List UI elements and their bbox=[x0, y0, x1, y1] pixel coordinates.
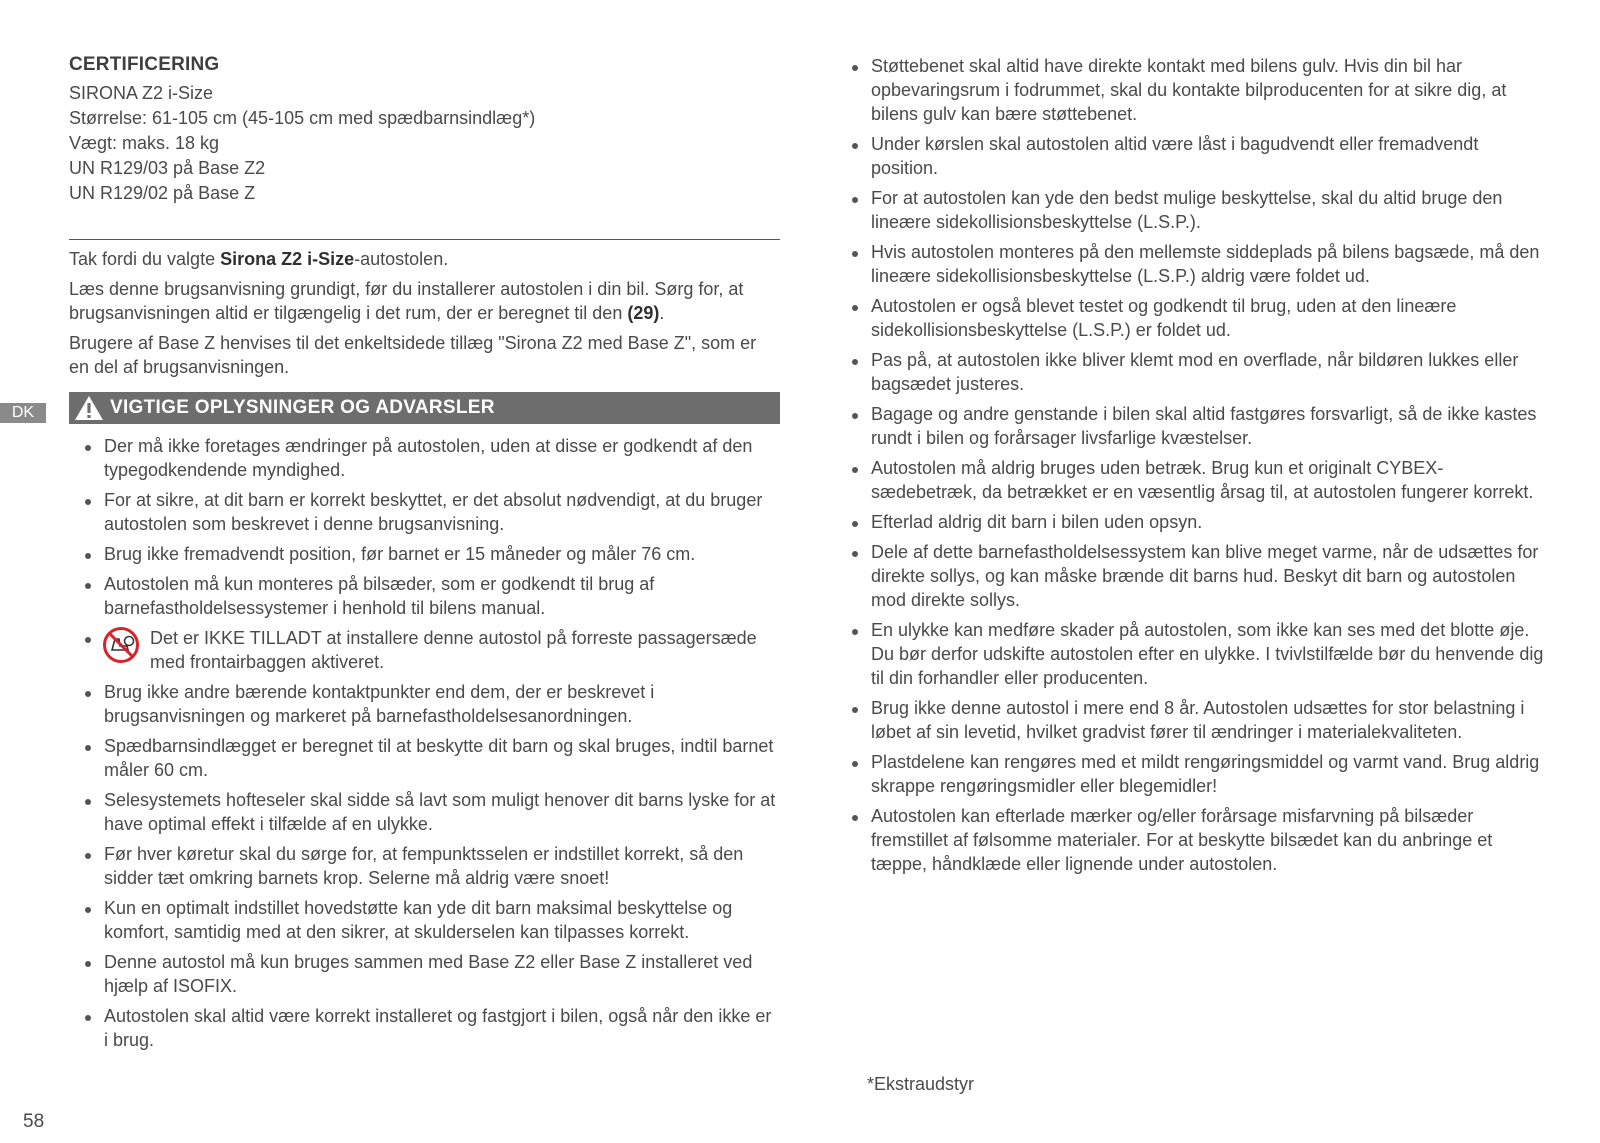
read-end: . bbox=[659, 303, 665, 323]
warnings-heading-bar bbox=[69, 392, 780, 424]
list-item bbox=[847, 240, 1547, 288]
bullet bbox=[852, 305, 858, 311]
item-text: Bagage og andre genstande i bilen skal altid fastgøres forsvarligt, så de ikke kastes rundt i bilen og forårsager livsfarlige kvæstelser. bbox=[871, 404, 1537, 448]
bullet bbox=[852, 359, 858, 365]
item-text: Brug ikke denne autostol i mere end 8 år. Autostolen udsættes for stor belastning i løbet af sin levetid, hvilket gradvist fører til ændringer i materialekvaliteten. bbox=[871, 698, 1525, 742]
bullet bbox=[852, 197, 858, 203]
item-text: Brug ikke fremadvendt position, før barnet er 15 måneder og måler 76 cm. bbox=[104, 544, 696, 564]
list-item bbox=[69, 434, 780, 482]
left-column bbox=[69, 50, 780, 1058]
list-item bbox=[69, 680, 780, 728]
list-item bbox=[69, 734, 780, 782]
item-text: Autostolen må kun monteres på bilsæder, som er godkendt til brug af barnefastholdelsessystemer i henhold til bilens manual. bbox=[104, 574, 655, 618]
bullet bbox=[85, 445, 91, 451]
cert-norm-base-z: UN R129/02 på Base Z bbox=[69, 183, 256, 203]
item-text: Det er IKKE TILLADT at installere denne autostol på forreste passagersæde med frontairbaggen aktiveret. bbox=[150, 628, 757, 672]
item-text: Brug ikke andre bærende kontaktpunkter end dem, der er beskrevet i brugsanvisningen og markeret på barnefastholdelsesanordningen. bbox=[104, 682, 655, 726]
bullet bbox=[85, 853, 91, 859]
cert-model: SIRONA Z2 i-Size bbox=[69, 83, 214, 103]
bullet bbox=[852, 707, 858, 713]
list-item bbox=[847, 54, 1547, 126]
item-text: Under kørslen skal autostolen altid være låst i bagudvendt eller fremadvendt position. bbox=[871, 134, 1479, 178]
item-text: For at autostolen kan yde den bedst mulige beskyttelse, skal du altid bruge den lineære sidekollisionsbeskyttelse (L.S.P.). bbox=[871, 188, 1503, 232]
list-item bbox=[69, 842, 780, 890]
bullet bbox=[852, 251, 858, 257]
warnings-list-right bbox=[847, 54, 1547, 876]
intro-base-note: Brugere af Base Z henvises til det enkeltsidede tillæg "Sirona Z2 med Base Z", som er en del af brugsanvisningen. bbox=[69, 333, 757, 377]
item-text: Kun en optimalt indstillet hovedstøtte kan yde dit barn maksimal beskyttelse og komfort, samtidig med at den sikrer, at skulderselen kan tilpasses korrekt. bbox=[104, 898, 733, 942]
list-item bbox=[69, 788, 780, 836]
page-number: 58 bbox=[23, 1111, 45, 1132]
item-text: Plastdelene kan rengøres med et mildt rengøringsmiddel og varmt vand. Brug aldrig skrappe rengøringsmidler eller blegemidler! bbox=[871, 752, 1540, 796]
list-item bbox=[847, 750, 1547, 798]
list-item bbox=[847, 456, 1547, 504]
bullet bbox=[85, 799, 91, 805]
list-item bbox=[69, 1004, 780, 1052]
read-text: Læs denne brugsanvisning grundigt, før du installerer autostolen i din bil. Sørg for, at brugsanvisningen altid er tilgængelig i det rum, der er beregnet til den bbox=[69, 279, 744, 323]
bullet bbox=[852, 65, 858, 71]
list-item bbox=[847, 804, 1547, 876]
list-item bbox=[847, 696, 1547, 744]
intro-read-manual bbox=[69, 277, 780, 325]
bullet bbox=[85, 961, 91, 967]
bullet bbox=[85, 691, 91, 697]
list-item bbox=[69, 572, 780, 620]
list-item bbox=[847, 348, 1547, 396]
list-item bbox=[69, 488, 780, 536]
item-text: En ulykke kan medføre skader på autostolen, som ikke kan ses med det blotte øje. Du bør derfor udskifte autostolen efter en ulykke. I tvivlstilfælde bør du henvende dig til din forhandler eller producenten. bbox=[871, 620, 1544, 688]
thanks-prefix: Tak fordi du valgte bbox=[69, 249, 221, 269]
bullet bbox=[852, 815, 858, 821]
intro-thanks bbox=[69, 247, 780, 271]
warnings-list-left bbox=[69, 434, 780, 1052]
item-text: Før hver køretur skal du sørge for, at fempunktsselen er indstillet korrekt, så den sidder tæt omkring barnets krop. Selerne må aldrig være snoet! bbox=[104, 844, 744, 888]
list-item bbox=[847, 510, 1547, 534]
cert-weight: Vægt: maks. 18 kg bbox=[69, 133, 220, 153]
no-front-airbag-icon bbox=[102, 626, 140, 664]
bullet bbox=[852, 551, 858, 557]
item-text: Der må ikke foretages ændringer på autostolen, uden at disse er godkendt af den typegodkendende myndighed. bbox=[104, 436, 753, 480]
item-text: For at sikre, at dit barn er korrekt beskyttet, er det absolut nødvendigt, at du bruger autostolen som beskrevet i denne brugsanvisning. bbox=[104, 490, 763, 534]
item-text: Støttebenet skal altid have direkte kontakt med bilens gulv. Hvis din bil har opbevaringsrum i fodrummet, skal du kontakte bilproducenten for at sikre dig, at bilens gulv kan bære støttebenet. bbox=[871, 56, 1507, 124]
bullet bbox=[852, 521, 858, 527]
list-item bbox=[847, 132, 1547, 180]
product-name: Sirona Z2 i-Size bbox=[220, 249, 355, 269]
item-text: Autostolen er også blevet testet og godkendt til brug, uden at den lineære sidekollisionsbeskyttelse (L.S.P.) er foldet ud. bbox=[871, 296, 1457, 340]
item-text: Efterlad aldrig dit barn i bilen uden opsyn. bbox=[871, 512, 1203, 532]
item-text: Autostolen kan efterlade mærker og/eller forårsage misfarvning på bilsæder fremstillet af følsomme materialer. For at beskytte bilsædet kan du anbringe et tæppe, håndklæde eller lignende under autostolen. bbox=[871, 806, 1493, 874]
cert-norm-base-z2: UN R129/03 på Base Z2 bbox=[69, 158, 266, 178]
item-text: Spædbarnsindlægget er beregnet til at beskytte dit barn og skal bruges, indtil barnet måler 60 cm. bbox=[104, 736, 774, 780]
thanks-suffix: -autostolen. bbox=[354, 249, 449, 269]
item-text: Denne autostol må kun bruges sammen med Base Z2 eller Base Z installeret ved hjælp af ISOFIX. bbox=[104, 952, 753, 996]
list-item bbox=[69, 542, 780, 566]
storage-ref: (29) bbox=[627, 303, 660, 323]
list-item bbox=[69, 950, 780, 998]
bullet bbox=[85, 553, 91, 559]
bullet bbox=[852, 143, 858, 149]
footnote: *Ekstraudstyr bbox=[867, 1074, 975, 1094]
bullet bbox=[85, 499, 91, 505]
bullet bbox=[852, 629, 858, 635]
list-item bbox=[847, 618, 1547, 690]
list-item bbox=[847, 540, 1547, 612]
section-divider bbox=[69, 239, 780, 240]
bullet bbox=[85, 907, 91, 913]
right-column bbox=[847, 50, 1547, 882]
cert-size: Størrelse: 61-105 cm (45-105 cm med spædbarnsindlæg*) bbox=[69, 108, 536, 128]
list-item bbox=[69, 896, 780, 944]
item-text: Dele af dette barnefastholdelsessystem kan blive meget varme, når de udsættes for direkte sollys, og kan måske brænde dit barns hud. Beskyt dit barn og autostolen mod direkte sollys. bbox=[871, 542, 1539, 610]
item-text: Selesystemets hofteseler skal sidde så lavt som muligt henover dit barns lyske for at have optimal effekt i tilfælde af en ulykke. bbox=[104, 790, 776, 834]
item-text: Autostolen må aldrig bruges uden betræk. Brug kun et originalt CYBEX-sædebetræk, da betrækket er en væsentlig årsag til, at autostolen fungerer korrekt. bbox=[871, 458, 1534, 502]
item-text: Hvis autostolen monteres på den mellemste siddeplads på bilens bagsæde, må den lineære sidekollisionsbeskyttelse (L.S.P.) aldrig være foldet ud. bbox=[871, 242, 1540, 286]
list-item bbox=[847, 186, 1547, 234]
warnings-heading: VIGTIGE OPLYSNINGER OG ADVARSLER bbox=[110, 397, 495, 418]
item-text: Autostolen skal altid være korrekt installeret og fastgjort i bilen, også når den ikke er i brug. bbox=[104, 1006, 772, 1050]
bullet bbox=[852, 413, 858, 419]
bullet bbox=[85, 1015, 91, 1021]
list-item-airbag bbox=[69, 626, 780, 674]
language-tab: DK bbox=[0, 403, 46, 423]
bullet bbox=[852, 761, 858, 767]
bullet bbox=[852, 467, 858, 473]
bullet bbox=[85, 745, 91, 751]
bullet bbox=[85, 637, 91, 643]
certification-heading: CERTIFICERING bbox=[69, 54, 220, 75]
warning-triangle-icon bbox=[74, 395, 104, 421]
list-item bbox=[847, 402, 1547, 450]
item-text: Pas på, at autostolen ikke bliver klemt mod en overflade, når bildøren lukkes eller bagsædet justeres. bbox=[871, 350, 1519, 394]
list-item bbox=[847, 294, 1547, 342]
bullet bbox=[85, 583, 91, 589]
